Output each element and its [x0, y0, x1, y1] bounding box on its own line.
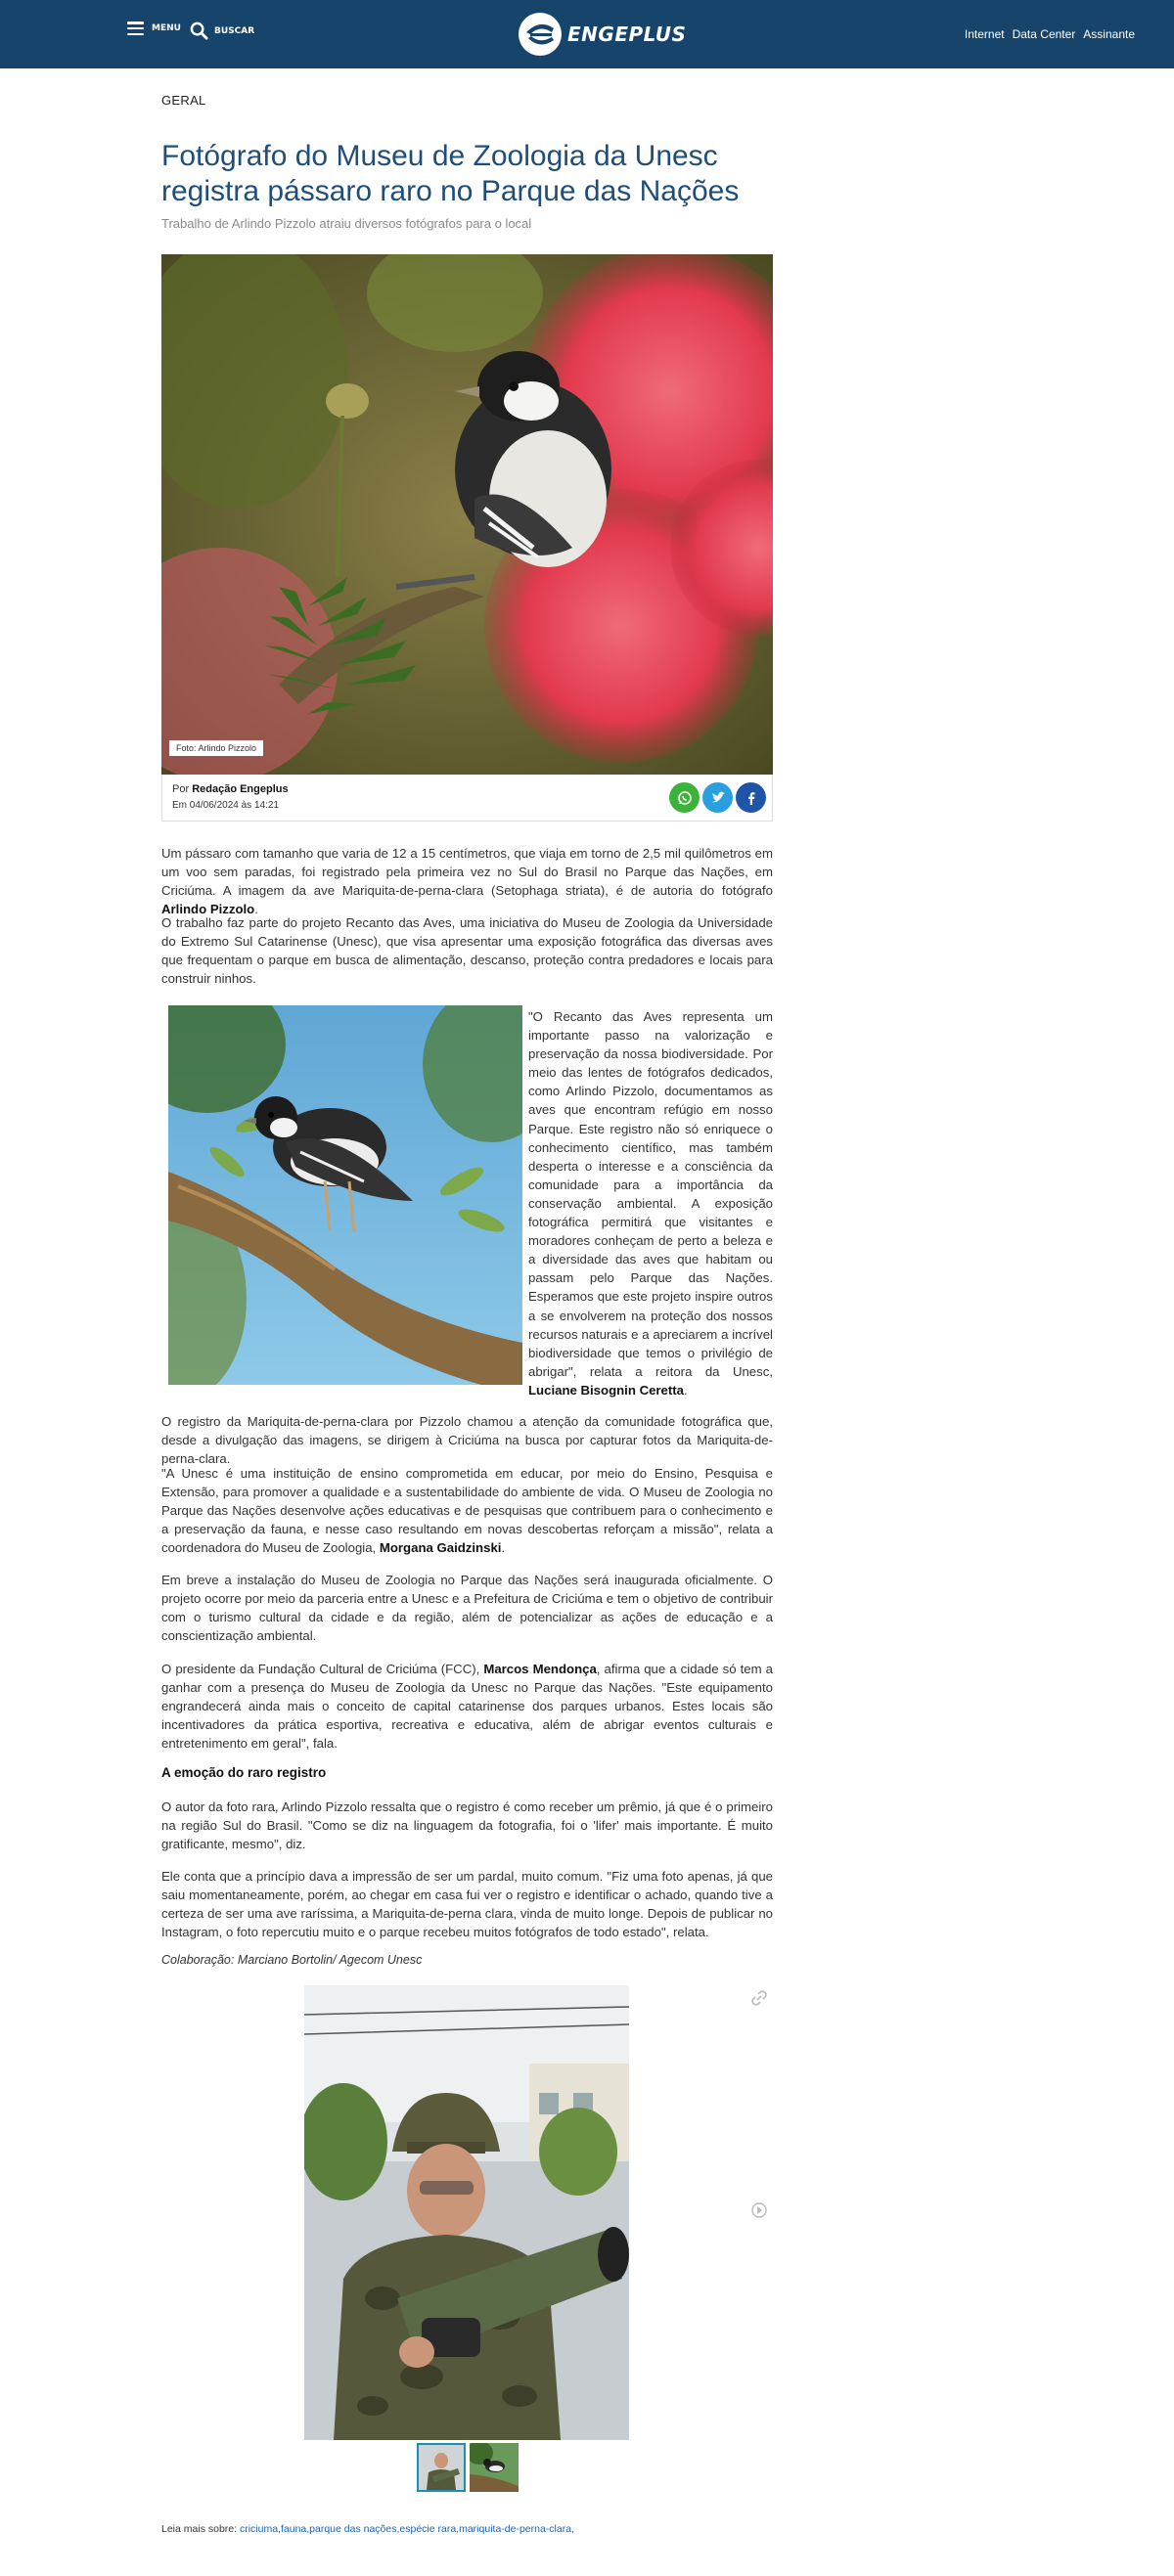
- collaboration-credit: Colaboração: Marciano Bortolin/ Agecom Unesc: [161, 1953, 423, 1967]
- share-twitter-button[interactable]: [702, 782, 733, 813]
- p7-end: , afirma que a cidade só tem a ganhar com a presença do Museu de Zoologia da Unesc no Parque das Nações. "Este equipamento engrandecerá ainda mais o conceito de capital catarinense dos parques urbanos. Estes locais são incentivadores da prática esportiva, recreativa e educativa, além de abrigar eventos culturais e entretenimento em geral", fala.: [161, 1662, 773, 1751]
- p5-text: "A Unesc é uma instituição de ensino comprometida em educar, por meio do Ensino, Pesquisa e Extensão, para promover a qualidade e a sustentabilidade do ambiente de vida. O Museu de Zoologia no Parque das Nações desenvolve ações educativas e de pesquisas que contribuem para o conhecimento e a preservação da fauna, e nesse caso resultando em novas descobertas reforçam a missão", relata a coordenadora do Museu de Zoologia,: [161, 1466, 773, 1555]
- link-icon[interactable]: [749, 1988, 769, 2008]
- page-title: Fotógrafo do Museu de Zoologia da Unesc registra pássaro raro no Parque das Nações: [161, 140, 740, 207]
- section-label[interactable]: GERAL: [161, 93, 206, 108]
- p1-text: Um pássaro com tamanho que varia de 12 a 15 centímetros, que viaja em torno de 2,5 mil quilômetros em um voo sem paradas, foi registrado pela primeira vez no Sul do Brasil no Parque das Nações, em Criciúma. A imagem da ave Mariquita-de-perna-clara (Setophaga striata), é de autoria do fotógrafo: [161, 846, 773, 898]
- p7-name: Marcos Mendonça: [483, 1662, 597, 1676]
- link-assinante[interactable]: Assinante: [1083, 27, 1135, 41]
- photographer-photo: [304, 1985, 629, 2440]
- related-tags: [161, 2523, 574, 2535]
- search-button[interactable]: [190, 22, 254, 40]
- twitter-icon: [710, 790, 726, 806]
- share-whatsapp-button[interactable]: [669, 782, 700, 813]
- menu-label: MENU: [152, 23, 181, 33]
- byline-author: [172, 783, 289, 795]
- publish-date: Em 04/06/2024 às 14:21: [172, 800, 279, 811]
- quote-end: .: [684, 1382, 688, 1398]
- photo-credit: Foto: Arlindo Pizzolo: [169, 740, 263, 756]
- logo-text: ENGEPLUS: [567, 22, 687, 46]
- share-buttons: [669, 782, 766, 813]
- gallery-next-icon[interactable]: [749, 2200, 769, 2220]
- gallery-thumb-2[interactable]: [470, 2443, 519, 2492]
- site-header: [0, 0, 1174, 68]
- hero-image: [161, 254, 773, 775]
- search-label: BUSCAR: [214, 25, 255, 36]
- article-subtitle: Trabalho de Arlindo Pizzolo atraiu diversos fotógrafos para o local: [161, 216, 532, 231]
- link-internet[interactable]: Internet: [964, 27, 1005, 41]
- paragraph-1: [161, 844, 773, 918]
- facebook-icon: [744, 790, 759, 806]
- menu-button[interactable]: [127, 22, 181, 35]
- byline: [161, 775, 773, 822]
- tags-label: Leia mais sobre:: [161, 2523, 238, 2535]
- quote-author: Luciane Bisognin Ceretta: [528, 1382, 685, 1398]
- thumb-bird: [470, 2443, 519, 2492]
- tag-links[interactable]: criciuma,fauna,parque das nações,espécie rara,mariquita-de-perna-clara,: [239, 2523, 574, 2535]
- section-subhead: A emoção do raro registro: [161, 1765, 327, 1780]
- p5-name: Morgana Gaidzinski: [379, 1540, 502, 1555]
- author-name[interactable]: Redação Engeplus: [192, 783, 289, 795]
- paragraph-6: Em breve a instalação do Museu de Zoologia no Parque das Nações será inaugurada oficialmente. O projeto ocorre por meio da parceria entre a Unesc e a Prefeitura de Criciúma e tem o objetivo de contribuir com o turismo cultural da cidade e da região, além de potencializar as ações de educação e a conscientização ambiental.: [161, 1573, 773, 1643]
- quote-text: "O Recanto das Aves representa um importante passo na valorização e preservação da nossa biodiversidade. Por meio das lentes de fotógrafos dedicados, como Arlindo Pizzolo, documentamos as aves que encontram refúgio em nosso Parque. Este registro não só enriquece o conhecimento científico, mas também desperta o interesse e a consciência da comunidade para a importância da conservação ambiental. A exposição fotográfica permitirá que visitantes e moradores conheçam de perto a beleza e a diversidade das aves que habitam ou passam pelo Parque das Nações. Esperamos que este projeto inspire outros a se envolverem na proteção dos nossos recursos naturais e a apreciarem a incrível biodiversidade que temos o privilégio de abrigar", relata a reitora da Unesc,: [528, 1009, 773, 1379]
- gallery-thumbnails: [417, 2443, 519, 2492]
- share-facebook-button[interactable]: [736, 782, 766, 813]
- whatsapp-icon: [677, 790, 693, 806]
- quote-paragraph: [528, 1007, 773, 1399]
- p5-end: .: [501, 1540, 506, 1555]
- site-logo[interactable]: [517, 9, 686, 60]
- bird-photo: [161, 254, 773, 775]
- p7-start: O presidente da Fundação Cultural de Criciúma (FCC),: [161, 1662, 484, 1676]
- link-data-center[interactable]: Data Center: [1012, 27, 1076, 41]
- search-icon: [190, 22, 208, 40]
- paragraph-8: O autor da foto rara, Arlindo Pizzolo ressalta que o registro é como receber um prêmio, já que é o primeiro na região Sul do Brasil. "Como se diz na linguagem da fotografia, foi o 'lifer' mais importante. É muito gratificante, mesmo", diz.: [161, 1799, 773, 1851]
- hamburger-icon: [127, 22, 144, 35]
- paragraph-2: O trabalho faz parte do projeto Recanto das Aves, uma iniciativa do Museu de Zoologia da Universidade do Extremo Sul Catarinense (Unesc), que visa apresentar uma exposição fotográfica das diversas aves que frequentam o parque em busca de alimentação, descanso, proteção contra predadores e locais para construir ninhos.: [161, 915, 773, 986]
- byline-prefix: Por: [172, 783, 190, 795]
- paragraph-7: [161, 1660, 773, 1753]
- thumb-photographer: [419, 2445, 464, 2490]
- photo-gallery[interactable]: [304, 1985, 629, 2440]
- logo-mark-icon: [517, 11, 564, 58]
- p1-end: .: [254, 902, 258, 916]
- p1-name: Arlindo Pizzolo: [161, 902, 255, 916]
- paragraph-4: O registro da Mariquita-de-perna-clara por Pizzolo chamou a atenção da comunidade fotográfica que, desde a divulgação das imagens, se dirigem à Criciúma na busca por capturar fotos da Mariquita-de-perna-clara.: [161, 1414, 773, 1466]
- paragraph-9: Ele conta que a princípio dava a impressão de ser um pardal, muito comum. "Fiz uma foto apenas, já que saiu momentaneamente, porém, ao chegar em casa fui ver o registro e identificar o achado, quando tive a certeza de ser uma ave raríssima, a Mariquita-de-perna clara, vinda de muito longe. Depois de publicar no Instagram, o foto repercutiu muito e o parque recebeu muitos fotógrafos de todo estado", relata.: [161, 1869, 773, 1939]
- gallery-thumb-1[interactable]: [417, 2443, 466, 2492]
- bird-branch-image: [168, 1005, 522, 1385]
- paragraph-5: [161, 1464, 773, 1557]
- bird-branch-photo: [168, 1005, 522, 1385]
- header-links: [965, 27, 1135, 41]
